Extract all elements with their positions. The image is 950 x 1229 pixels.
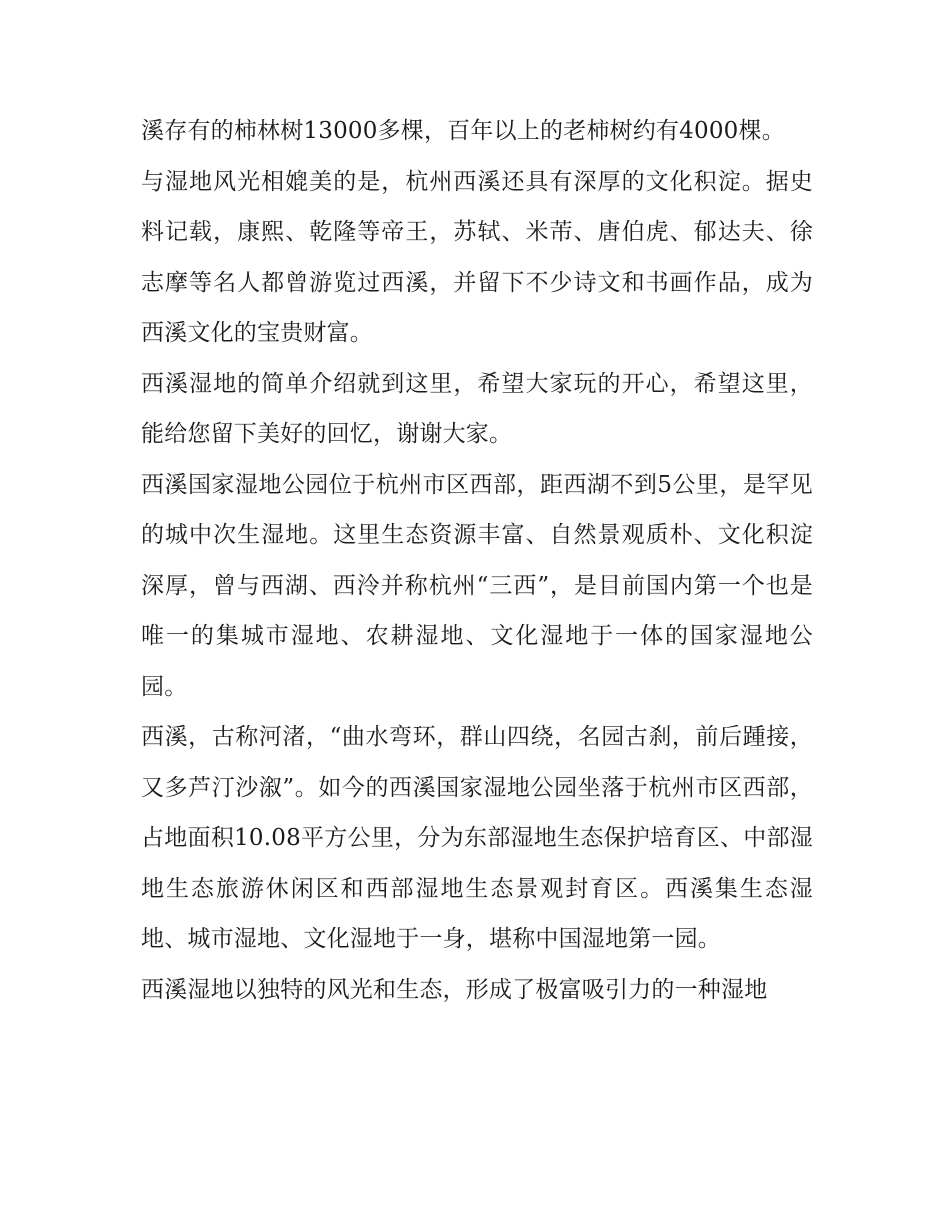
paragraph-cultural-heritage: 与湿地风光相媲美的是，杭州西溪还具有深厚的文化积淀。据史料记载，康熙、乾隆等帝王，苏轼、米芾、唐伯虎、郁达夫、徐志摩等名人都曾游览过西溪，并留下不少诗文和书画作品，成为西溪文化的宝贵财富。 bbox=[141, 168, 813, 346]
paragraph-scenery-ecology: 西溪湿地以独特的风光和生态，形成了极富吸引力的一种湿地 bbox=[141, 976, 768, 1003]
paragraph-closing-remarks: 西溪湿地的简单介绍就到这里，希望大家玩的开心，希望这里，能给您留下美好的回忆，谢谢大家。 bbox=[141, 370, 813, 447]
document-body bbox=[141, 106, 813, 1015]
paragraph-park-location: 西溪国家湿地公园位于杭州市区西部，距西湖不到5公里，是罕见的城中次生湿地。这里生态资源丰富、自然景观质朴、文化积淀深厚，曾与西湖、西泠并称杭州“三西”，是目前国内第一个也是唯一的集城市湿地、农耕湿地、文化湿地于一体的国家湿地公园。 bbox=[141, 471, 813, 700]
paragraph-persimmon-trees: 溪存有的柿林树13000多棵，百年以上的老柿树约有4000棵。 bbox=[141, 118, 785, 144]
paragraph-park-history: 西溪，古称河渚，“曲水弯环，群山四绕，名园古刹，前后踵接，又多芦汀沙溆”。如今的西溪国家湿地公园坐落于杭州市区西部，占地面积10.08平方公里，分为东部湿地生态保护培育区、中部湿地生态旅游休闲区和西部湿地生态景观封育区。西溪集生态湿地、城市湿地、文化湿地于一身，堪称中国湿地第一园。 bbox=[141, 724, 813, 952]
